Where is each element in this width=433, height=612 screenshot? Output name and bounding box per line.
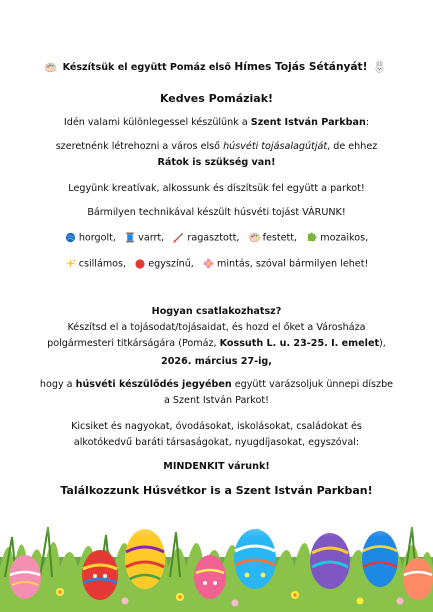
- flower-icon: [203, 258, 214, 269]
- tunnel-name: húsvéti tojásalagútját: [223, 141, 328, 152]
- how-line-1: Készítsd el a tojásodat/tojásaidat, és hozd el őket a Városháza: [67, 322, 366, 333]
- technique-mosaic: mozaikos,: [320, 232, 369, 244]
- palette-icon: [45, 62, 56, 73]
- red-circle-icon: [135, 259, 145, 269]
- deadline: 2026. március 27-ig,: [161, 356, 272, 367]
- technique-glued: ragasztott,: [187, 232, 240, 244]
- greeting: Kedves Pomáziak!: [159, 92, 274, 105]
- how-line-2-text: polgármesteri titkárságára (Pomáz,: [47, 338, 217, 349]
- paragraph-1: [14, 117, 419, 128]
- closing-line: Találkozzunk Húsvétkor is a Szent István Parkban!: [60, 484, 373, 497]
- paragraph-1-colon: :: [365, 117, 370, 128]
- puzzle-icon: [306, 232, 317, 243]
- festive-phrase: húsvéti készülődés jegyében: [75, 379, 232, 390]
- how-heading: Hogyan csatlakozhatsz?: [151, 306, 282, 317]
- how-line-5: a Szent István Parkot!: [164, 395, 269, 406]
- how-line-4-start: hogy a: [39, 379, 73, 390]
- invite-line-2: alkotókedvű baráti társaságokat, nyugdíjasokat, egyszóval:: [73, 437, 360, 448]
- technique-patterned: mintás, szóval bármilyen lehet!: [217, 258, 369, 270]
- intro-text: Készítsük el együtt Pomáz első: [62, 62, 231, 73]
- call-to-help: Rátok is szükség van!: [157, 157, 276, 168]
- technique-painted: festett,: [262, 232, 298, 244]
- technique-crochet: horgolt,: [78, 232, 116, 244]
- palette-icon: [249, 232, 260, 243]
- how-line-2: [14, 338, 419, 349]
- paragraph-5: Bármilyen technikával készült húsvéti tojást VÁRUNK!: [87, 207, 346, 218]
- park-name: Szent István Parkban: [250, 117, 366, 128]
- intro-line: [14, 61, 419, 73]
- paragraph-2-text: szeretnénk létrehozni a város első: [55, 141, 221, 152]
- invite-line-1: Kicsiket és nagyokat, óvodásokat, iskolásokat, családokat és: [71, 421, 362, 432]
- rabbit-icon: [374, 61, 385, 73]
- paragraph-2: [14, 141, 419, 152]
- technique-single-color: egyszínű,: [148, 258, 194, 270]
- brush-icon: [173, 232, 184, 243]
- sparkles-icon: [65, 258, 76, 269]
- how-line-2-end: ),: [379, 338, 386, 349]
- technique-glitter: csillámos,: [78, 258, 127, 270]
- paragraph-4: Legyünk kreatívak, alkossunk és díszítsük fel együtt a parkot!: [68, 183, 365, 194]
- techniques-line-1: [14, 232, 419, 244]
- address: Kossuth L. u. 23-25. I. emelet: [219, 338, 380, 349]
- paragraph-2-end: , de ehhez: [327, 141, 378, 152]
- invite-everyone: MINDENKIT várunk!: [163, 461, 270, 472]
- easter-eggs-illustration: [0, 497, 433, 612]
- thread-spool-icon: [125, 232, 135, 243]
- techniques-line-2: [14, 258, 419, 270]
- technique-sewn: varrt,: [138, 232, 165, 244]
- how-line-4-end: együtt varázsoljuk ünnepi díszbe: [234, 379, 394, 390]
- paragraph-1-text: Idén valami különlegessel készülünk a: [63, 117, 248, 128]
- intro-highlight: Hímes Tojás Sétányát!: [234, 61, 368, 73]
- yarn-icon: [65, 232, 76, 243]
- how-line-4: [14, 379, 419, 390]
